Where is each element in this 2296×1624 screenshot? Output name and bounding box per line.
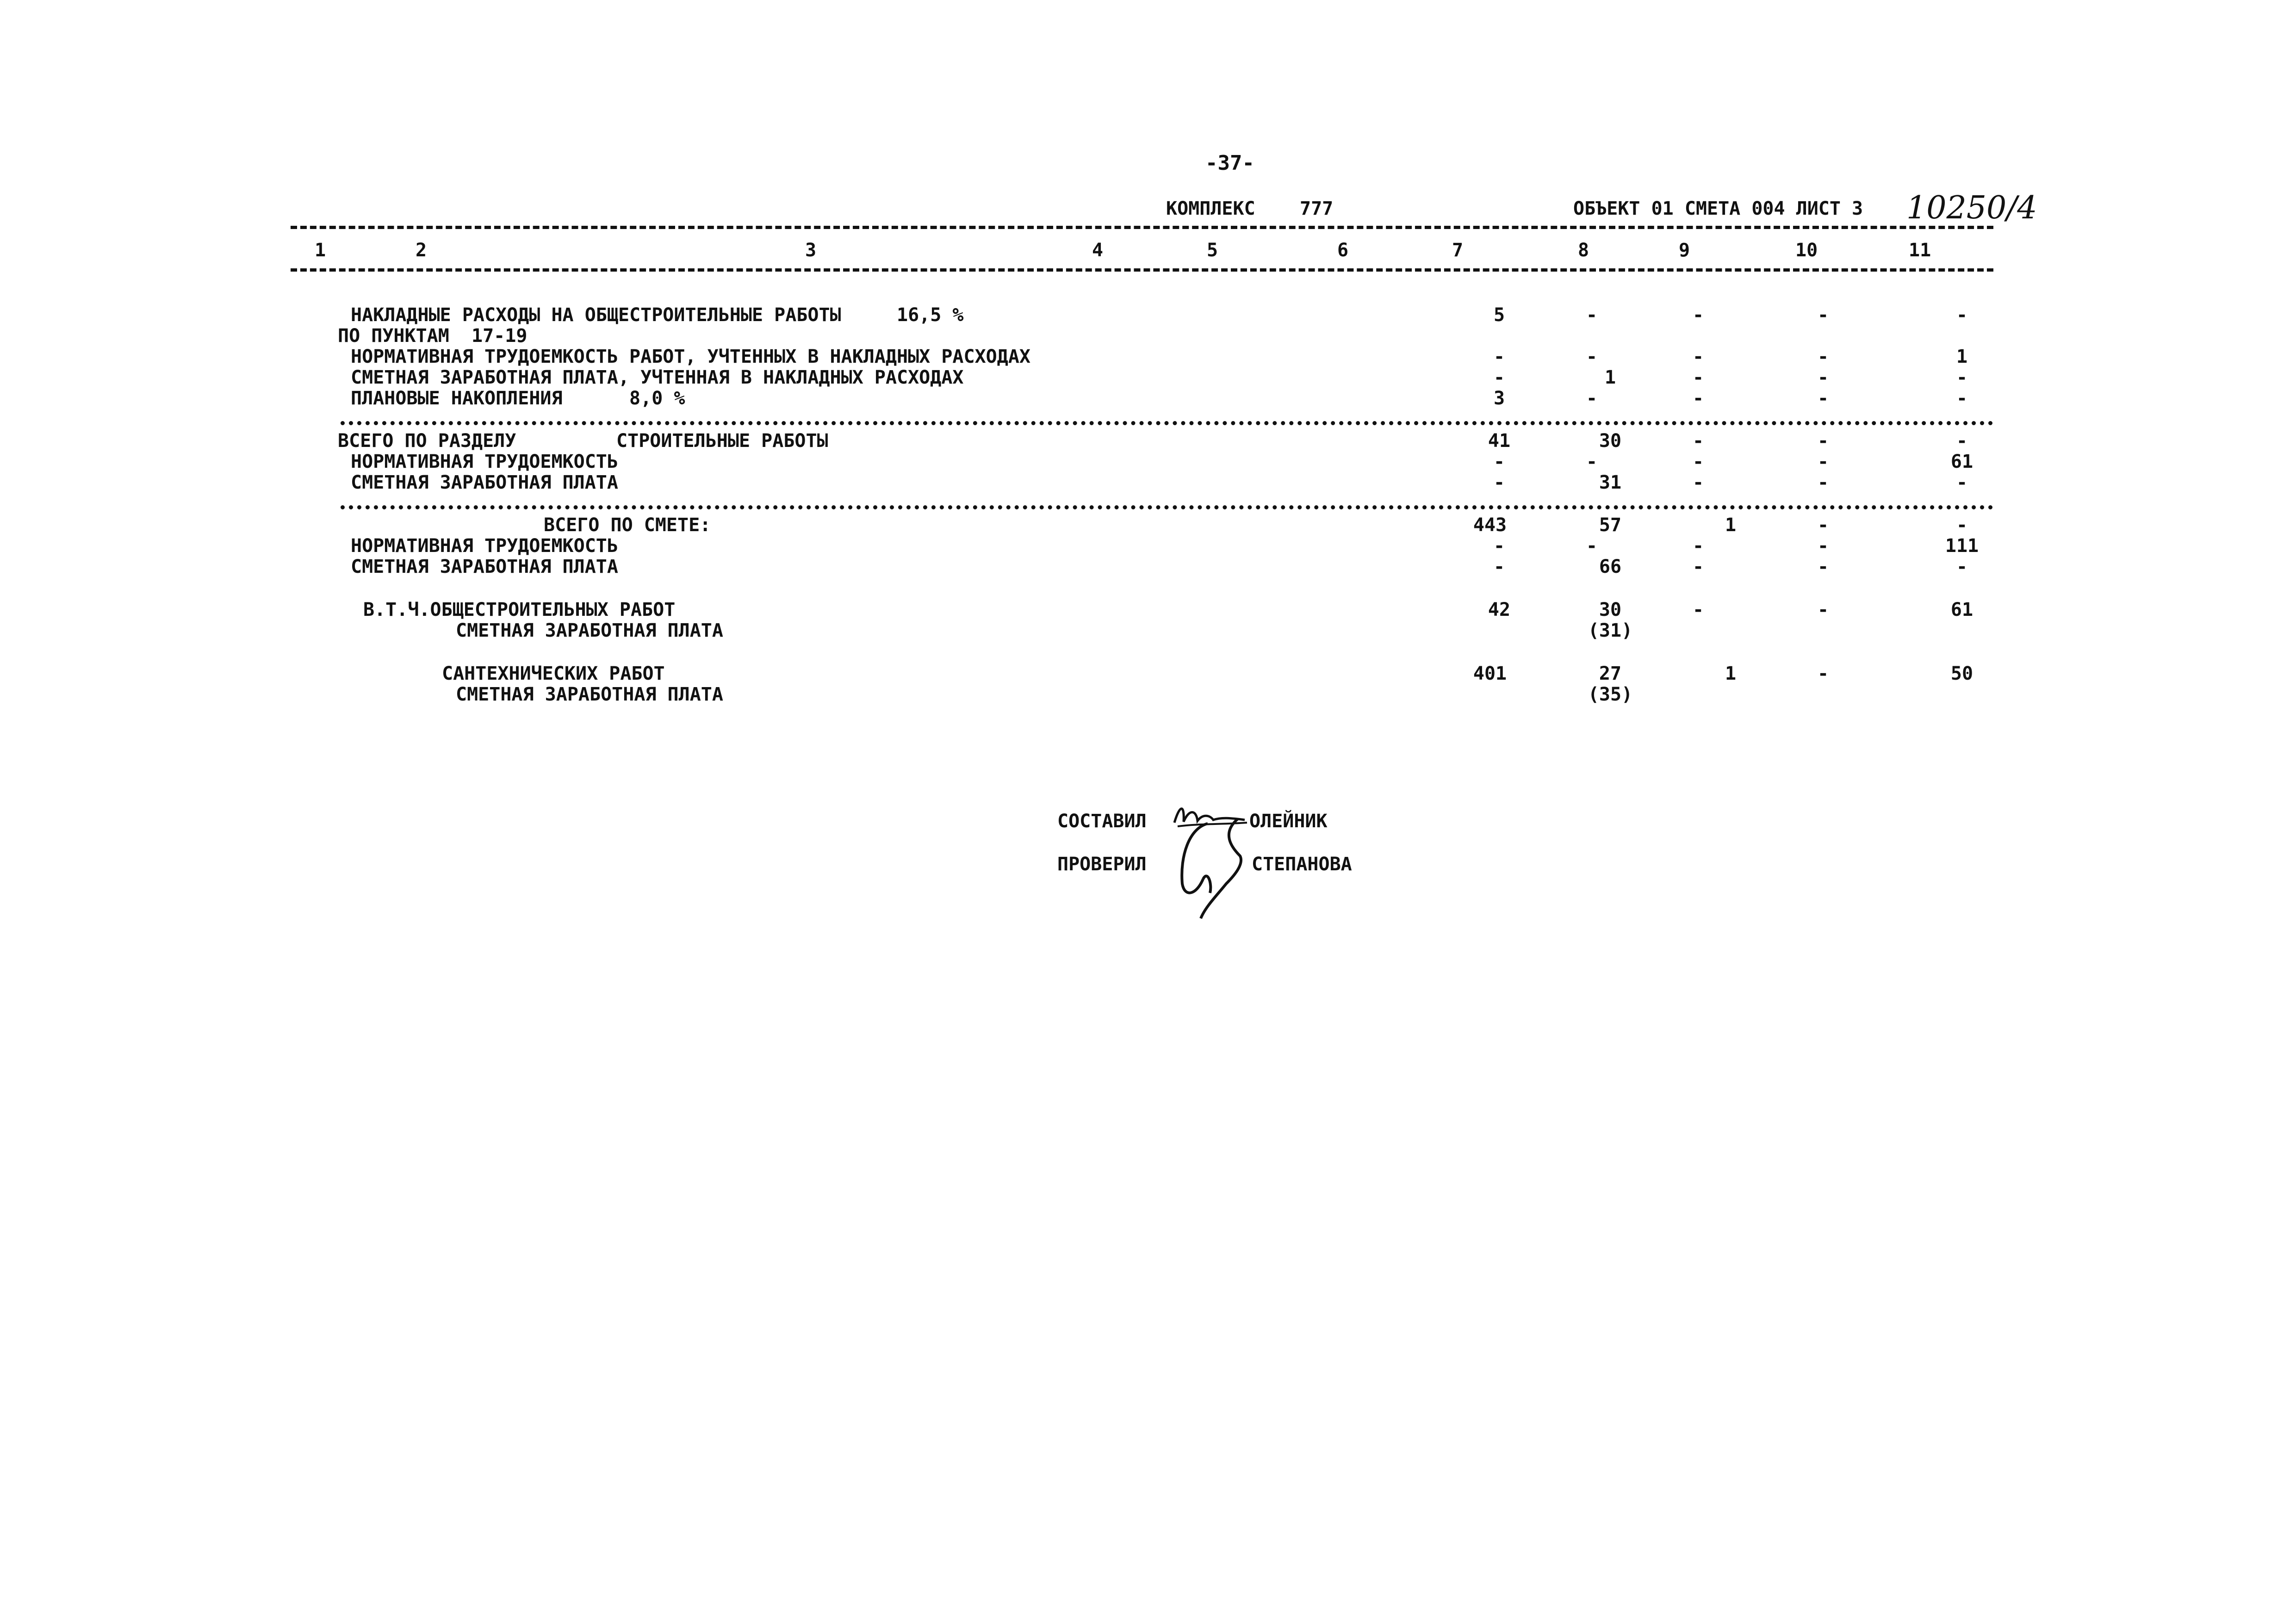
row-c8: -	[1586, 346, 1598, 367]
row-label: СМЕТНАЯ ЗАРАБОТНАЯ ПЛАТА	[351, 556, 618, 577]
row-c9: -	[1692, 556, 1704, 577]
row-c11: 61	[1950, 599, 1973, 620]
row-c8: 30	[1599, 599, 1622, 620]
object-label: ОБЪЕКТ 01 СМЕТА 004 ЛИСТ 3	[1573, 198, 1863, 219]
row-c8: 1	[1604, 367, 1616, 388]
row-c11: -	[1956, 367, 1968, 388]
row-label: ВСЕГО ПО РАЗДЕЛУ СТРОИТЕЛЬНЫЕ РАБОТЫ	[338, 430, 828, 452]
row-c10: -	[1817, 599, 1829, 620]
checked-signature-icon	[1161, 814, 1254, 921]
row-c10: -	[1817, 367, 1829, 388]
row-c8: 31	[1599, 472, 1622, 493]
row-c7: 3	[1493, 388, 1505, 409]
row-c7: 42	[1488, 599, 1511, 620]
row-c9: -	[1692, 535, 1704, 557]
row-c8: 27	[1599, 663, 1622, 684]
row-c8: -	[1586, 388, 1598, 409]
row-c11: -	[1956, 472, 1968, 493]
row-c8: -	[1586, 535, 1598, 557]
row-c9: -	[1692, 346, 1704, 367]
row-c7: -	[1493, 472, 1505, 493]
top-rule	[291, 226, 1993, 229]
row-c9: -	[1692, 430, 1704, 452]
row-c9: -	[1692, 367, 1704, 388]
col-header-7: 7	[1452, 240, 1464, 261]
compiled-label: СОСТАВИЛ	[1057, 811, 1147, 832]
row-label: НОРМАТИВНАЯ ТРУДОЕМКОСТЬ	[351, 535, 618, 557]
row-label: ПО ПУНКТАМ 17-19	[338, 325, 527, 347]
row-c7: 5	[1493, 304, 1505, 326]
row-c8: -	[1586, 304, 1598, 326]
row-c8: 66	[1599, 556, 1622, 577]
section-separator	[341, 505, 1993, 509]
row-c10: -	[1817, 451, 1829, 472]
archive-number: 10250/4	[1906, 190, 2037, 226]
row-label: В.Т.Ч.ОБЩЕСТРОИТЕЛЬНЫХ РАБОТ	[363, 599, 676, 620]
row-c11: 1	[1956, 346, 1968, 367]
row-c11: -	[1956, 388, 1968, 409]
row-c7: -	[1493, 346, 1505, 367]
col-header-11: 11	[1909, 240, 1931, 261]
row-c7: -	[1493, 556, 1505, 577]
row-c7: -	[1493, 367, 1505, 388]
row-c9: 1	[1725, 514, 1737, 536]
section-separator	[341, 421, 1993, 425]
row-label: ПЛАНОВЫЕ НАКОПЛЕНИЯ 8,0 %	[351, 388, 685, 409]
row-label: СМЕТНАЯ ЗАРАБОТНАЯ ПЛАТА	[456, 620, 723, 641]
col-header-6: 6	[1337, 240, 1349, 261]
row-c10: -	[1817, 388, 1829, 409]
page-number: -37-	[1205, 151, 1254, 175]
compiled-name: ОЛЕЙНИК	[1249, 811, 1328, 832]
row-c8: (35)	[1588, 684, 1633, 705]
row-c8: (31)	[1588, 620, 1633, 641]
row-label: НАКЛАДНЫЕ РАСХОДЫ НА ОБЩЕСТРОИТЕЛЬНЫЕ РАБОТЫ 16,5 %	[351, 304, 964, 326]
row-c11: -	[1956, 304, 1968, 326]
row-c10: -	[1817, 663, 1829, 684]
row-c9: -	[1692, 472, 1704, 493]
row-c11: 111	[1945, 535, 1979, 557]
row-c7: 401	[1473, 663, 1507, 684]
checked-name: СТЕПАНОВА	[1252, 854, 1352, 875]
row-c9: -	[1692, 304, 1704, 326]
row-c10: -	[1817, 430, 1829, 452]
row-label: СМЕТНАЯ ЗАРАБОТНАЯ ПЛАТА, УЧТЕННАЯ В НАКЛАДНЫХ РАСХОДАХ	[351, 367, 964, 388]
col-header-4: 4	[1092, 240, 1104, 261]
row-label: ВСЕГО ПО СМЕТЕ:	[544, 514, 711, 536]
col-header-10: 10	[1795, 240, 1818, 261]
row-c11: 61	[1950, 451, 1973, 472]
row-c11: -	[1956, 556, 1968, 577]
row-c8: -	[1586, 451, 1598, 472]
col-header-3: 3	[805, 240, 817, 261]
row-c11: -	[1956, 430, 1968, 452]
checked-label: ПРОВЕРИЛ	[1057, 854, 1147, 875]
row-c10: -	[1817, 535, 1829, 557]
row-c9: -	[1692, 388, 1704, 409]
row-c10: -	[1817, 514, 1829, 536]
row-label: СМЕТНАЯ ЗАРАБОТНАЯ ПЛАТА	[456, 684, 723, 705]
row-c7: -	[1493, 535, 1505, 557]
row-c7: 443	[1473, 514, 1507, 536]
col-header-5: 5	[1207, 240, 1218, 261]
row-c9: -	[1692, 451, 1704, 472]
complex-label: КОМПЛЕКС 777	[1166, 198, 1334, 219]
row-c7: 41	[1488, 430, 1511, 452]
row-c11: 50	[1950, 663, 1973, 684]
row-label: НОРМАТИВНАЯ ТРУДОЕМКОСТЬ	[351, 451, 618, 472]
row-c9: 1	[1725, 663, 1737, 684]
row-c10: -	[1817, 304, 1829, 326]
row-c11: -	[1956, 514, 1968, 536]
row-c7: -	[1493, 451, 1505, 472]
row-c8: 57	[1599, 514, 1622, 536]
row-label: САНТЕХНИЧЕСКИХ РАБОТ	[442, 663, 665, 684]
row-label: СМЕТНАЯ ЗАРАБОТНАЯ ПЛАТА	[351, 472, 618, 493]
row-label: НОРМАТИВНАЯ ТРУДОЕМКОСТЬ РАБОТ, УЧТЕННЫХ В НАКЛАДНЫХ РАСХОДАХ	[351, 346, 1031, 367]
col-header-9: 9	[1679, 240, 1690, 261]
row-c9: -	[1692, 599, 1704, 620]
header-rule	[291, 268, 1993, 272]
col-header-1: 1	[315, 240, 326, 261]
col-header-2: 2	[416, 240, 427, 261]
col-header-8: 8	[1578, 240, 1589, 261]
row-c8: 30	[1599, 430, 1622, 452]
row-c10: -	[1817, 556, 1829, 577]
row-c10: -	[1817, 346, 1829, 367]
row-c10: -	[1817, 472, 1829, 493]
